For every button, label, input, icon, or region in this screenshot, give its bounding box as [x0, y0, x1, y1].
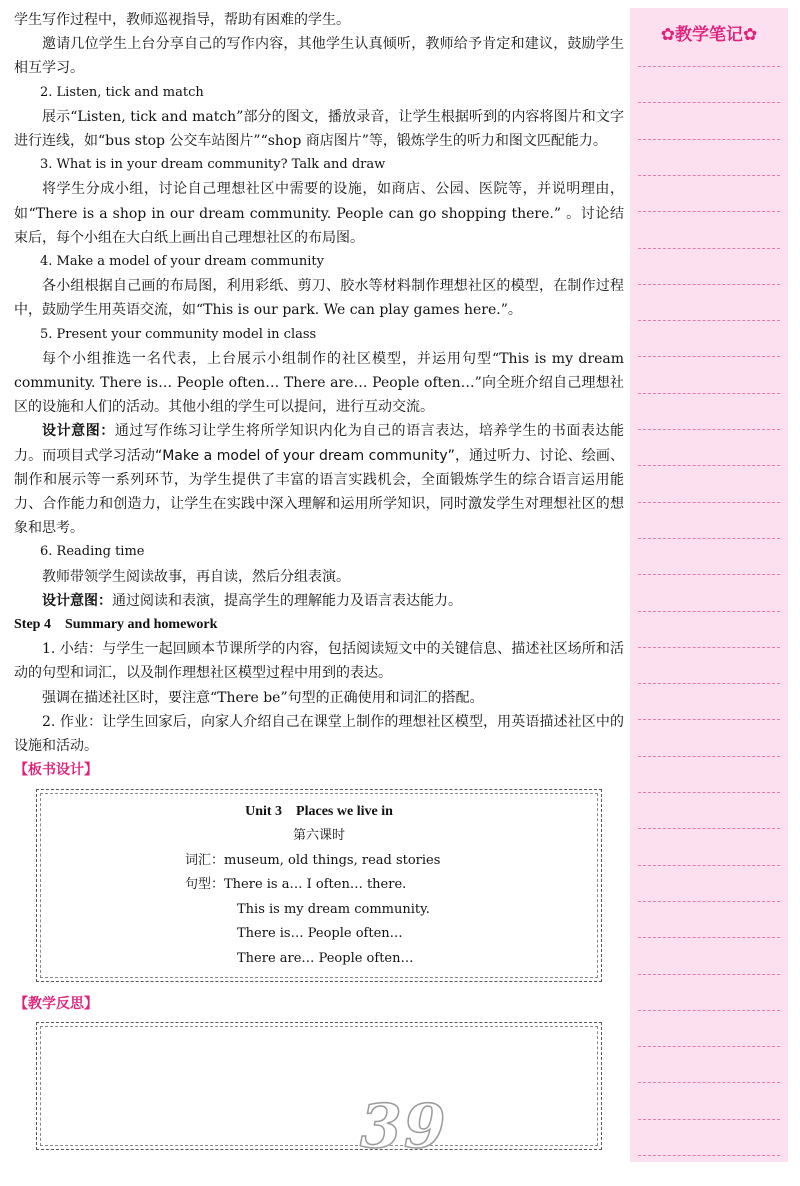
paragraph: 学生写作过程中，教师巡视指导，帮助有困难的学生。 — [14, 12, 350, 28]
note-line — [638, 284, 780, 285]
note-line — [638, 1119, 780, 1120]
paragraph: 各小组根据自己画的布局图，利用彩纸、剪刀、胶水等材料制作理想社区的模型，在制作过程中，鼓励学生用英语交流，如“This is our park. We can play games here.”。 — [14, 278, 624, 319]
note-line — [638, 1155, 780, 1156]
main-content — [14, 8, 624, 1150]
note-line — [638, 865, 780, 866]
activity-heading: 3. What is in your dream community? Talk and draw — [40, 157, 386, 173]
page-number: 39 — [360, 1092, 448, 1162]
design-intent — [14, 419, 624, 540]
note-line — [638, 429, 780, 430]
paragraph: 邀请几位学生上台分享自己的写作内容，其他学生认真倾听，教师给予肯定和建议，鼓励学生相互学习。 — [14, 36, 624, 77]
reflection-heading: 【教学反思】 — [14, 996, 98, 1012]
note-line — [638, 901, 780, 902]
note-line — [638, 756, 780, 757]
board-subtitle: 第六课时 — [292, 828, 345, 843]
design-intent-text: 通过写作练习让学生将所学知识内化为自己的语言表达，培养学生的书面表达能力。而项目式学习活动“Make a model of your dream community”，通过听力、讨论、绘画、制作和展示等一系列环节，为学生提供了丰富的语言实践机会，全面锻炼学生的综合语言运用能力、合作能力和创造力，让学生在实践中深入理解和运用所学知识，同时激发学生对理想社区的想象和思考。 — [14, 423, 625, 537]
paragraph: 教师带领学生阅读故事，再自读，然后分组表演。 — [42, 568, 350, 585]
paragraph: 将学生分成小组，讨论自己理想社区中需要的设施，如商店、公园、医院等，并说明理由，如“There is a shop in our dream community. People can go shopping there.” 。讨论结束后，每个小组在大白纸上画出自己理想社区的布局图。 — [14, 181, 624, 246]
step-heading: Step 4 Summary and homework — [14, 617, 218, 633]
design-intent — [14, 589, 624, 613]
notes-title: ✿教学笔记✿ — [660, 25, 758, 45]
note-line — [638, 356, 780, 357]
activity-heading: 2. Listen, tick and match — [40, 84, 204, 100]
activity-heading: 4. Make a model of your dream community — [40, 254, 324, 270]
paragraph: 1. 小结：与学生一起回顾本节课所学的内容，包括阅读短文中的关键信息、描述社区场所和活动的句型和词汇，以及制作理想社区模型过程中用到的表达。 — [14, 641, 624, 682]
board-vocab: 词汇：museum, old things, read stories — [185, 852, 441, 868]
note-line — [638, 211, 780, 212]
note-line — [638, 393, 780, 394]
note-line — [638, 719, 780, 720]
paragraph: 强调在描述社区时，要注意“There be”句型的正确使用和词汇的搭配。 — [42, 689, 484, 706]
note-line — [638, 139, 780, 140]
note-line — [638, 102, 780, 103]
board-design-box — [36, 789, 602, 983]
note-line — [638, 1082, 780, 1083]
activity-heading: 5. Present your community model in class — [40, 326, 317, 342]
design-intent-text: 通过阅读和表演，提高学生的理解能力及语言表达能力。 — [112, 592, 462, 609]
note-line — [638, 937, 780, 938]
note-line — [638, 1046, 780, 1047]
note-line — [638, 1010, 780, 1011]
note-line — [638, 502, 780, 503]
note-line — [638, 248, 780, 249]
paragraph: 每个小组推选一名代表，上台展示小组制作的社区模型，并运用句型“This is my dream community. There is… People often… There are… People often…”向全班介绍自己理想社区的设施和人们的活动。其他小组的学生可以提问，进行互动交流。 — [14, 350, 624, 416]
design-intent-label: 设计意图： — [42, 592, 112, 609]
note-line — [638, 465, 780, 466]
note-line — [638, 647, 780, 648]
board-pattern: 句型：There is a… I often… there. — [185, 877, 407, 892]
activity-heading: 6. Reading time — [40, 544, 145, 560]
note-line — [638, 320, 780, 321]
board-pattern: There is… People often… — [237, 926, 403, 941]
board-design-heading: 【板书设计】 — [14, 762, 98, 779]
board-pattern: There are… People often… — [237, 950, 414, 966]
note-line — [638, 974, 780, 975]
note-line — [638, 574, 780, 575]
paragraph: 2. 作业：让学生回家后，向家人介绍自己在课堂上制作的理想社区模型，用英语描述社区中的设施和活动。 — [14, 713, 624, 755]
board-pattern: This is my dream community. — [237, 901, 430, 917]
design-intent-label: 设计意图： — [42, 423, 115, 440]
note-line — [638, 611, 780, 612]
note-line — [638, 828, 780, 829]
note-line — [638, 683, 780, 684]
notes-sidebar — [630, 8, 788, 1162]
board-title: Unit 3 Places we live in — [245, 803, 393, 819]
note-line — [638, 175, 780, 176]
note-line — [638, 66, 780, 67]
note-line — [638, 792, 780, 793]
note-line — [638, 538, 780, 539]
reflection-box — [36, 1022, 602, 1150]
paragraph: 展示“Listen, tick and match”部分的图文，播放录音，让学生根据听到的内容将图片和文字进行连线，如“bus stop 公交车站图片”“shop 商店图片”等，锻炼学生的听力和图文匹配能力。 — [14, 108, 624, 150]
